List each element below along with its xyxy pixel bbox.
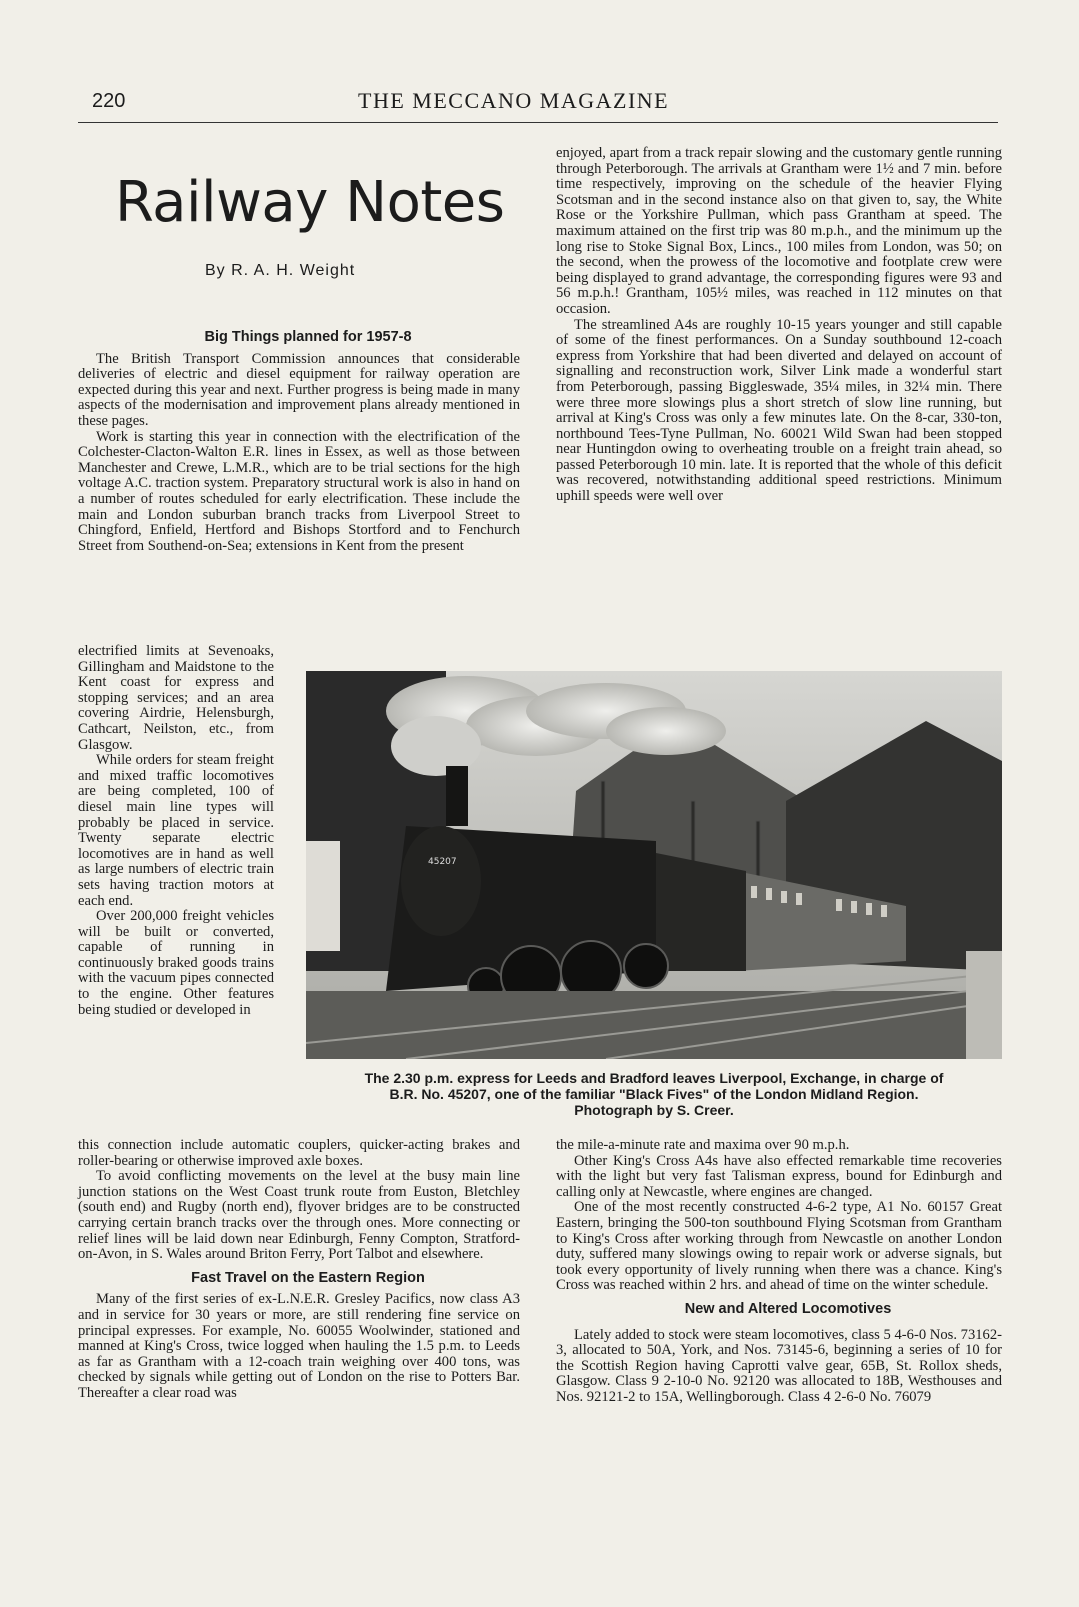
page-header — [78, 86, 998, 123]
left-column — [78, 330, 520, 554]
magazine-title: THE MECCANO MAGAZINE — [358, 88, 670, 113]
photo-credit: Photograph by S. Creer. — [574, 1102, 734, 1118]
paragraph: electrified limits at Sevenoaks, Gillingham and Maidstone to the Kent coast for express and stopping services; and an area covering Airdrie, Helensburgh, Cathcart, Neilston, etc., from Glasgow. — [78, 643, 274, 753]
paragraph: One of the most recently constructed 4-6-2 type, A1 No. 60157 Great Eastern, bringing the 500-ton southbound Flying Scotsman from Grantham to King's Cross after working through from Newcastle on another London duty, suffered many slowings owing to repair work or adverse signals, but took every opportunity of lively running when there was a chance. King's Cross was reached within 2 hrs. and ahead of time on the winter schedule. — [556, 1199, 1002, 1294]
locomotive-photo — [306, 671, 1002, 1059]
photo-caption — [306, 1070, 1002, 1118]
byline: By R. A. H. Weight — [205, 262, 356, 279]
paragraph: Other King's Cross A4s have also effected remarkable time recoveries with the light but very fast Talisman express, bound for Edinburgh and calling only at Newcastle, where engines are changed. — [556, 1152, 1002, 1200]
paragraph: The British Transport Commission announces that considerable deliveries of electric and diesel equipment for railway operation are expected during this year and next. Further progress is being made in many aspects of the modernisation and improvement plans already mentioned in these pages. — [78, 350, 520, 429]
page-number: 220 — [92, 90, 126, 112]
narrow-column — [78, 644, 274, 1018]
paragraph: Many of the first series of ex-L.N.E.R. Gresley Pacifics, now class A3 and in service for 30 years or more, are still rendering fine service on principal expresses. For example, No. 60055 Woolwinder, stationed and manned at King's Cross, twice logged when hauling the 1.5 p.m. to Leeds as far as Grantham with a 12-coach train weighing over 400 tons, was checked by signals while getting out of London on the rise to Potters Bar. Thereafter a clear road was — [78, 1291, 520, 1401]
paragraph: enjoyed, apart from a track repair slowing and the customary gentle running through Peterborough. The arrivals at Grantham were 1½ and 7 min. before time respectively, improving on the schedule of the heavier Flying Scotsman and in the second instance also on that given to, say, the White Rose or the Yorkshire Pullman, which pass Grantham at speed. The maximum attained on the first trip was 80 m.p.h., and the minimum up the long rise to Stoke Signal Box, Lincs., 100 miles from London, was 50; on the second, when the prowess of the locomotive and footplate crew were being displayed to grand advantage, the corresponding figures were 93 and 56 m.p.h.! Grantham, 105½ miles, was reached in 112 minutes on that occasion. — [556, 145, 1002, 317]
train-photo-illustration — [306, 671, 1002, 1059]
caption-line: The 2.30 p.m. express for Leeds and Bradford leaves Liverpool, Exchange, in charge of — [364, 1070, 944, 1086]
article-title: Railway Notes — [115, 170, 505, 235]
paragraph: While orders for steam freight and mixed traffic locomotives are being completed, 100 of diesel main line types will probably be placed in service. Twenty separate electric locomotives are in hand as well as large numbers of electric train sets having traction motors at each end. — [78, 752, 274, 909]
paragraph: The streamlined A4s are roughly 10-15 years younger and still capable of some of the finest performances. On a Sunday southbound 12-coach express from Yorkshire that had been diverted and delayed on account of signalling and reconstruction work, Silver Link made a wonderful start from Peterborough, passing Biggleswade, 35¼ miles, in 32¼ min. There were three more slowings plus a short stretch of slow line running, but arrival at King's Cross was only a few minutes late. On the 8-car, 330-ton, northbound Tees-Tyne Pullman, No. 60021 Wild Swan had been stopped near Huntingdon owing to overheating trouble on a freight train ahead, so passed Peterborough 10 min. late. It is reported that the whole of this deficit was recovered, notwithstanding additional speed restrictions. Minimum uphill speeds were well over — [556, 316, 1002, 505]
bottom-left-column — [78, 1138, 520, 1402]
subhead-new-locomotives: New and Altered Locomotives — [684, 1300, 892, 1317]
subhead-fast-travel: Fast Travel on the Eastern Region — [191, 1269, 425, 1286]
right-column — [556, 146, 1002, 505]
paragraph: the mile-a-minute rate and maxima over 90 m.p.h. — [556, 1137, 850, 1153]
subhead-big-things: Big Things planned for 1957-8 — [204, 329, 412, 345]
paragraph: this connection include automatic couplers, quicker-acting brakes and roller-bearing or otherwise improved axle boxes. — [78, 1137, 520, 1169]
paragraph: Work is starting this year in connection with the electrification of the Colchester-Clacton-Walton E.R. lines in Essex, as well as those between Manchester and Crewe, L.M.R., which are to be trial sections for the high voltage A.C. traction system. Preparatory structural work is also in hand on a number of routes scheduled for early electrification. These include the main and London suburban branch tracks from Liverpool Street to Chingford, Enfield, Hertford and Bishops Stortford and to Fenchurch Street from Southend-on-Sea; extensions in Kent from the present — [78, 428, 520, 554]
paragraph: To avoid conflicting movements on the level at the busy main line junction stations on the West Coast trunk route from Euston, Bletchley (south end) and Rugby (north end), flyover bridges are to be constructed carrying certain branch tracks over the through ones. More connecting or relief lines will be laid down near Edinburgh, Fenny Compton, Stratford-on-Avon, in S. Wales around Briton Ferry, Port Talbot and elsewhere. — [78, 1168, 520, 1263]
caption-line: B.R. No. 45207, one of the familiar "Black Fives" of the London Midland Region. — [389, 1086, 919, 1102]
paragraph: Lately added to stock were steam locomotives, class 5 4-6-0 Nos. 73162-3, allocated to 50A, York, and Nos. 73145-6, beginning a series of 10 for the Scottish Region having Caprotti valve gear, 65B, St. Rollox sheds, Glasgow. Class 9 2-10-0 No. 92120 was allocated to 18B, Westhouses and Nos. 92121-2 to 15A, Wellingborough. Class 4 2-6-0 No. 76079 — [556, 1326, 1002, 1405]
paragraph: Over 200,000 freight vehicles will be built or converted, capable of running in continuously braked goods trains with the vacuum pipes connected to the engine. Other features being studied or developed in — [78, 908, 274, 1018]
engine-number-plate: 45207 — [428, 857, 457, 867]
bottom-right-column — [556, 1138, 1002, 1406]
